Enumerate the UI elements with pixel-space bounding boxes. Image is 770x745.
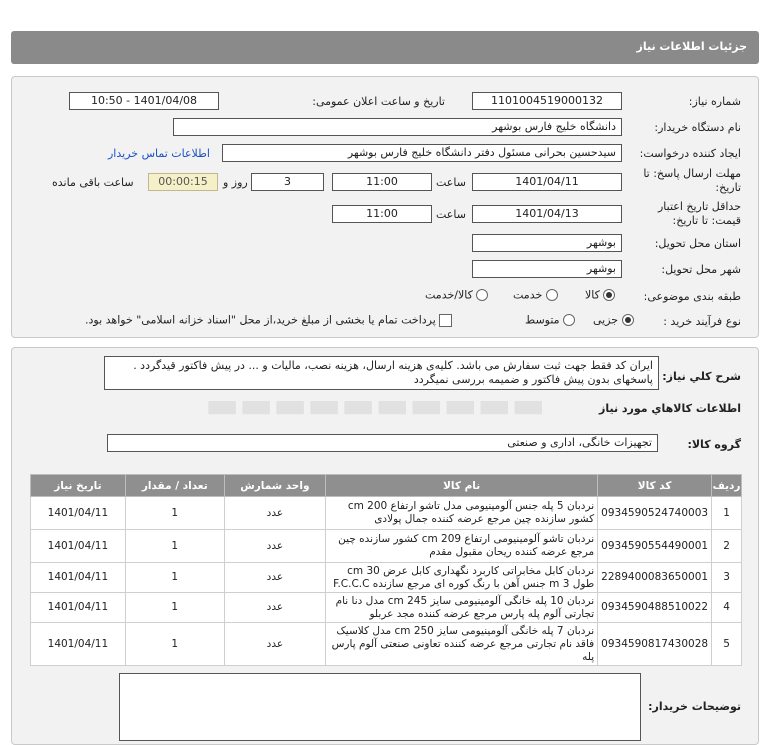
row-name: نردبان کابل مخابراتی کاربرد نگهداری کابل عرض 30 cm طول 3 m جنس آهن با رنگ کوره ای مرجع سازنده F.C.C.C <box>326 563 598 593</box>
goods-group-label: گروه کالا: <box>687 438 741 451</box>
city-label: شهر محل تحویل: <box>661 263 741 276</box>
row-code: 0934590488510022 <box>598 593 712 623</box>
category-option-goods[interactable]: کالا <box>585 288 615 302</box>
row-unit: عدد <box>224 530 325 563</box>
announce-datetime-field: 1401/04/08 - 10:50 <box>69 92 219 110</box>
radio-icon[interactable] <box>546 289 558 301</box>
deadline-time-field: 11:00 <box>332 173 432 191</box>
remaining-label: ساعت باقی مانده <box>52 176 134 189</box>
validity-date-field: 1401/04/13 <box>472 205 622 223</box>
validity-label: حداقل تاریخ اعتبار <box>657 200 741 213</box>
row-index: 4 <box>712 593 742 623</box>
city-field: بوشهر <box>472 260 622 278</box>
buyer-org-field: دانشگاه خلیج فارس بوشهر <box>173 118 622 136</box>
buyer-notes-box <box>119 673 641 741</box>
column-header-code: کد کالا <box>598 475 712 497</box>
summary-text: ایران کد فقط جهت ثبت سفارش می باشد. کلیه‌ی هزینه ارسال، هزینه نصب، مالیات و ... در پیش فاکتور قیدگردد . پاسخهای بدون پیش فاکتور و ضمیمه بررسی نمیگردد <box>104 356 659 390</box>
row-name: نردبان 7 پله خانگی آلومینیومی سایز 250 cm مدل کلاسیک فاقد نام تجارتی مرجع عرضه کننده تعاونی صنعتی آلوم پارس پله <box>326 623 598 666</box>
table-row <box>31 530 742 563</box>
creator-label: ایجاد کننده درخواست: <box>639 147 741 160</box>
remaining-timer: 00:00:15 <box>148 173 218 191</box>
need-number-field: 1101004519000132 <box>472 92 622 110</box>
row-quantity: 1 <box>125 623 224 666</box>
row-unit: عدد <box>224 563 325 593</box>
table-row <box>31 563 742 593</box>
column-header-index: ردیف <box>712 475 742 497</box>
column-header-quantity: تعداد / مقدار <box>125 475 224 497</box>
page-title: جزئیات اطلاعات نیاز <box>636 40 747 53</box>
radio-selected-icon[interactable] <box>622 314 634 326</box>
row-index: 3 <box>712 563 742 593</box>
deadline-date-field: 1401/04/11 <box>472 173 622 191</box>
radio-icon[interactable] <box>476 289 488 301</box>
row-index: 1 <box>712 497 742 530</box>
row-name: نردبان تاشو آلومینیومی ارتفاع 209 cm کشور سازنده چین مرجع عرضه کننده ریحان مقبول مقدم <box>326 530 598 563</box>
table-row <box>31 593 742 623</box>
row-unit: عدد <box>224 623 325 666</box>
page-title-bar <box>11 31 759 64</box>
validity-time-field: 11:00 <box>332 205 432 223</box>
deadline-label-date: تاریخ: <box>715 181 741 194</box>
row-index: 2 <box>712 530 742 563</box>
row-unit: عدد <box>224 497 325 530</box>
table-row <box>31 497 742 530</box>
row-name: نردبان 5 پله جنس آلومینیومی مدل تاشو ارتفاع 200 cm کشور سازنده چین مرجع عرضه کننده جمال پولادی <box>326 497 598 530</box>
row-code: 0934590554490001 <box>598 530 712 563</box>
items-table <box>30 474 742 666</box>
table-row <box>31 623 742 666</box>
column-header-name: نام کالا <box>326 475 598 497</box>
days-label: روز و <box>223 176 248 189</box>
row-name: نردبان 10 پله خانگی آلومینیومی سایز 245 cm مدل دنا نام تجارتی آلوم پله پارس مرجع عرضه کننده مجد عربلو <box>326 593 598 623</box>
category-label: طبقه بندی موضوعی: <box>643 290 741 303</box>
row-quantity: 1 <box>125 593 224 623</box>
process-option-minor[interactable]: جزیی <box>593 313 634 327</box>
radio-icon[interactable] <box>563 314 575 326</box>
checkbox-icon[interactable] <box>439 314 452 327</box>
validity-time-label: ساعت <box>436 208 466 221</box>
radio-selected-icon[interactable] <box>603 289 615 301</box>
row-date: 1401/04/11 <box>31 563 126 593</box>
process-label: نوع فرآیند خرید : <box>663 315 741 328</box>
row-date: 1401/04/11 <box>31 530 126 563</box>
row-quantity: 1 <box>125 497 224 530</box>
buyer-org-label: نام دستگاه خریدار: <box>654 121 741 134</box>
goods-info-title: اطلاعات کالاهاي مورد نياز <box>599 402 741 415</box>
province-field: بوشهر <box>472 234 622 252</box>
contact-buyer-link[interactable]: اطلاعات تماس خریدار <box>108 147 210 160</box>
category-option-service[interactable]: خدمت <box>513 288 558 302</box>
summary-label: شرح کلي نياز: <box>662 370 741 383</box>
validity-label-date: قیمت: تا تاریخ: <box>672 214 741 227</box>
goods-group-field: تجهیزات خانگی، اداری و صنعتی <box>107 434 658 452</box>
category-option-goods-service[interactable]: کالا/خدمت <box>425 288 488 302</box>
deadline-time-label: ساعت <box>436 176 466 189</box>
deadline-label: مهلت ارسال پاسخ: تا <box>643 167 741 180</box>
row-quantity: 1 <box>125 530 224 563</box>
days-field: 3 <box>251 173 324 191</box>
province-label: استان محل تحویل: <box>654 237 741 250</box>
row-unit: عدد <box>224 593 325 623</box>
row-quantity: 1 <box>125 563 224 593</box>
need-number-label: شماره نیاز: <box>688 95 741 108</box>
row-date: 1401/04/11 <box>31 623 126 666</box>
row-date: 1401/04/11 <box>31 497 126 530</box>
buyer-notes-label: توضیحات خریدار: <box>648 700 741 713</box>
treasury-payment-option[interactable]: پرداخت تمام یا بخشی از مبلغ خرید،از محل "اسناد خزانه اسلامی" خواهد بود. <box>85 313 452 327</box>
column-header-unit: واحد شمارش <box>224 475 325 497</box>
announce-label: تاریخ و ساعت اعلان عمومی: <box>312 95 445 108</box>
row-code: 2289400083650001 <box>598 563 712 593</box>
column-header-date: تاریخ نیاز <box>31 475 126 497</box>
row-code: 0934590524740003 <box>598 497 712 530</box>
row-date: 1401/04/11 <box>31 593 126 623</box>
row-code: 0934590817430028 <box>598 623 712 666</box>
table-header-row <box>31 475 742 497</box>
row-index: 5 <box>712 623 742 666</box>
creator-field: سیدحسین بحرانی مسئول دفتر دانشگاه خلیج فارس بوشهر <box>222 144 622 162</box>
process-option-medium[interactable]: متوسط <box>525 313 575 327</box>
